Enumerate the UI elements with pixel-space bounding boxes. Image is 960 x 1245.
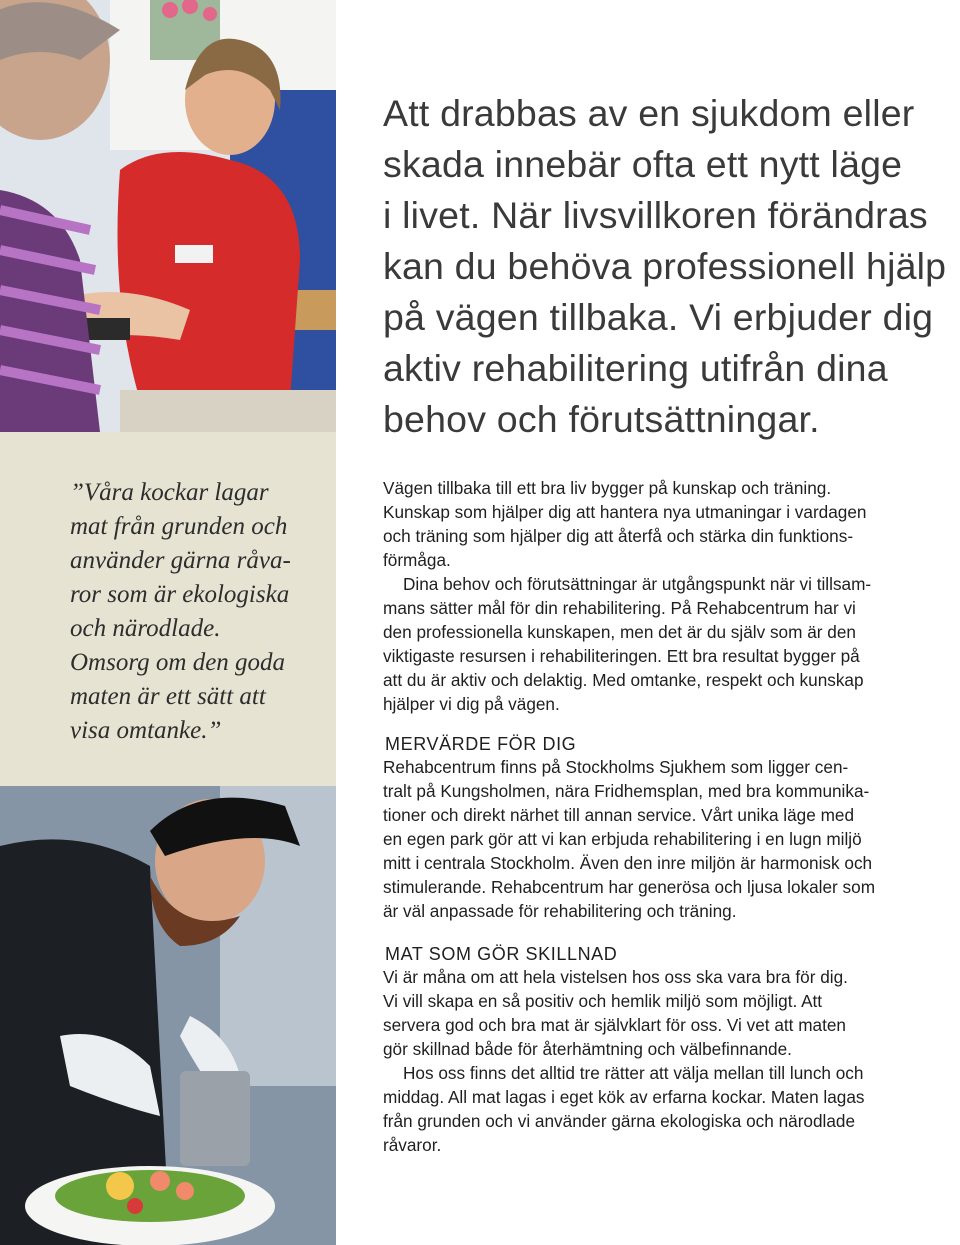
- intro-line: i livet. När livsvillkoren förändras: [383, 194, 928, 236]
- caregiver-photo: [0, 0, 336, 432]
- text-line: gör skillnad både för återhämtning och välbefinnande.: [383, 1039, 792, 1059]
- intro-line: skada innebär ofta ett nytt läge: [383, 143, 903, 185]
- text-line: middag. All mat lagas i eget kök av erfarna kockar. Maten lagas: [383, 1087, 865, 1107]
- text-line: och träning som hjälper dig att återfå och stärka din funktions-: [383, 526, 854, 546]
- text-line: från grunden och vi använder gärna ekologiska och närodlade: [383, 1111, 856, 1131]
- text-line: Hos oss finns det alltid tre rätter att välja mellan till lunch och: [403, 1063, 864, 1083]
- quote-line: använder gärna råva-: [70, 547, 291, 574]
- paragraph-mat: [383, 965, 943, 1157]
- section-heading-mervarde: MERVÄRDE FÖR DIG: [385, 734, 577, 754]
- text-line: Kunskap som hjälper dig att hantera nya utmaningar i vardagen: [383, 502, 867, 522]
- text-line: Vägen tillbaka till ett bra liv bygger på kunskap och träning.: [383, 478, 832, 498]
- quote-line: ror som är ekologiska: [70, 581, 290, 608]
- text-line: förmåga.: [383, 550, 451, 570]
- quote-line: och närodlade.: [70, 615, 221, 642]
- quote-line: mat från grunden och: [70, 513, 288, 540]
- intro-line: kan du behöva professionell hjälp: [383, 245, 947, 287]
- text-line: Vi är måna om att hela vistelsen hos oss ska vara bra för dig.: [383, 967, 848, 987]
- text-line: mans sätter mål för din rehabilitering. På Rehabcentrum har vi: [383, 598, 856, 618]
- text-line: viktigaste resursen i rehabiliteringen. Ett bra resultat bygger på: [383, 646, 860, 666]
- section-heading-mat: MAT SOM GÖR SKILLNAD: [385, 944, 618, 964]
- chef-photo-illustration: [0, 786, 336, 1245]
- text-line: tioner och direkt närhet till annan service. Vårt unika läge med: [383, 805, 855, 825]
- intro-line: behov och förutsättningar.: [383, 398, 820, 440]
- quote-line: maten är ett sätt att: [70, 683, 266, 710]
- intro-line: Att drabbas av en sjukdom eller: [383, 92, 915, 134]
- text-line: servera god och bra mat är självklart för oss. Vi vet att maten: [383, 1015, 846, 1035]
- text-line: är väl anpassade för rehabilitering och träning.: [383, 901, 737, 921]
- caregiver-photo-illustration: [0, 0, 336, 432]
- chef-quote: [70, 476, 310, 748]
- intro-line: aktiv rehabilitering utifrån dina: [383, 347, 888, 389]
- text-line: den professionella kunskapen, men det är du själv som är den: [383, 622, 856, 642]
- intro-line: på vägen tillbaka. Vi erbjuder dig: [383, 296, 934, 338]
- chef-photo: [0, 786, 336, 1245]
- text-line: Vi vill skapa en så positiv och hemlik miljö som möjligt. Att: [383, 991, 823, 1011]
- text-line: att du är aktiv och delaktig. Med omtanke, respekt och kunskap: [383, 670, 864, 690]
- text-line: Dina behov och förutsättningar är utgångspunkt när vi tillsam-: [403, 574, 872, 594]
- intro-lead: [383, 88, 958, 445]
- text-line: mitt i centrala Stockholm. Även den inre miljön är harmonisk och: [383, 853, 873, 873]
- text-line: Rehabcentrum finns på Stockholms Sjukhem som ligger cen-: [383, 757, 849, 777]
- text-line: stimulerande. Rehabcentrum har generösa och ljusa lokaler som: [383, 877, 876, 897]
- text-line: råvaror.: [383, 1135, 442, 1155]
- paragraph-knowledge: [383, 476, 943, 716]
- quote-line: visa omtanke.”: [70, 717, 222, 744]
- paragraph-mervarde: [383, 755, 943, 923]
- text-line: en egen park gör att vi kan erbjuda rehabilitering i en lugn miljö: [383, 829, 862, 849]
- quote-line: ”Våra kockar lagar: [70, 479, 269, 506]
- quote-line: Omsorg om den goda: [70, 649, 286, 676]
- quote-panel: [0, 432, 336, 786]
- text-line: tralt på Kungsholmen, nära Fridhemsplan, med bra kommunika-: [383, 781, 870, 801]
- text-line: hjälper vi dig på vägen.: [383, 694, 560, 714]
